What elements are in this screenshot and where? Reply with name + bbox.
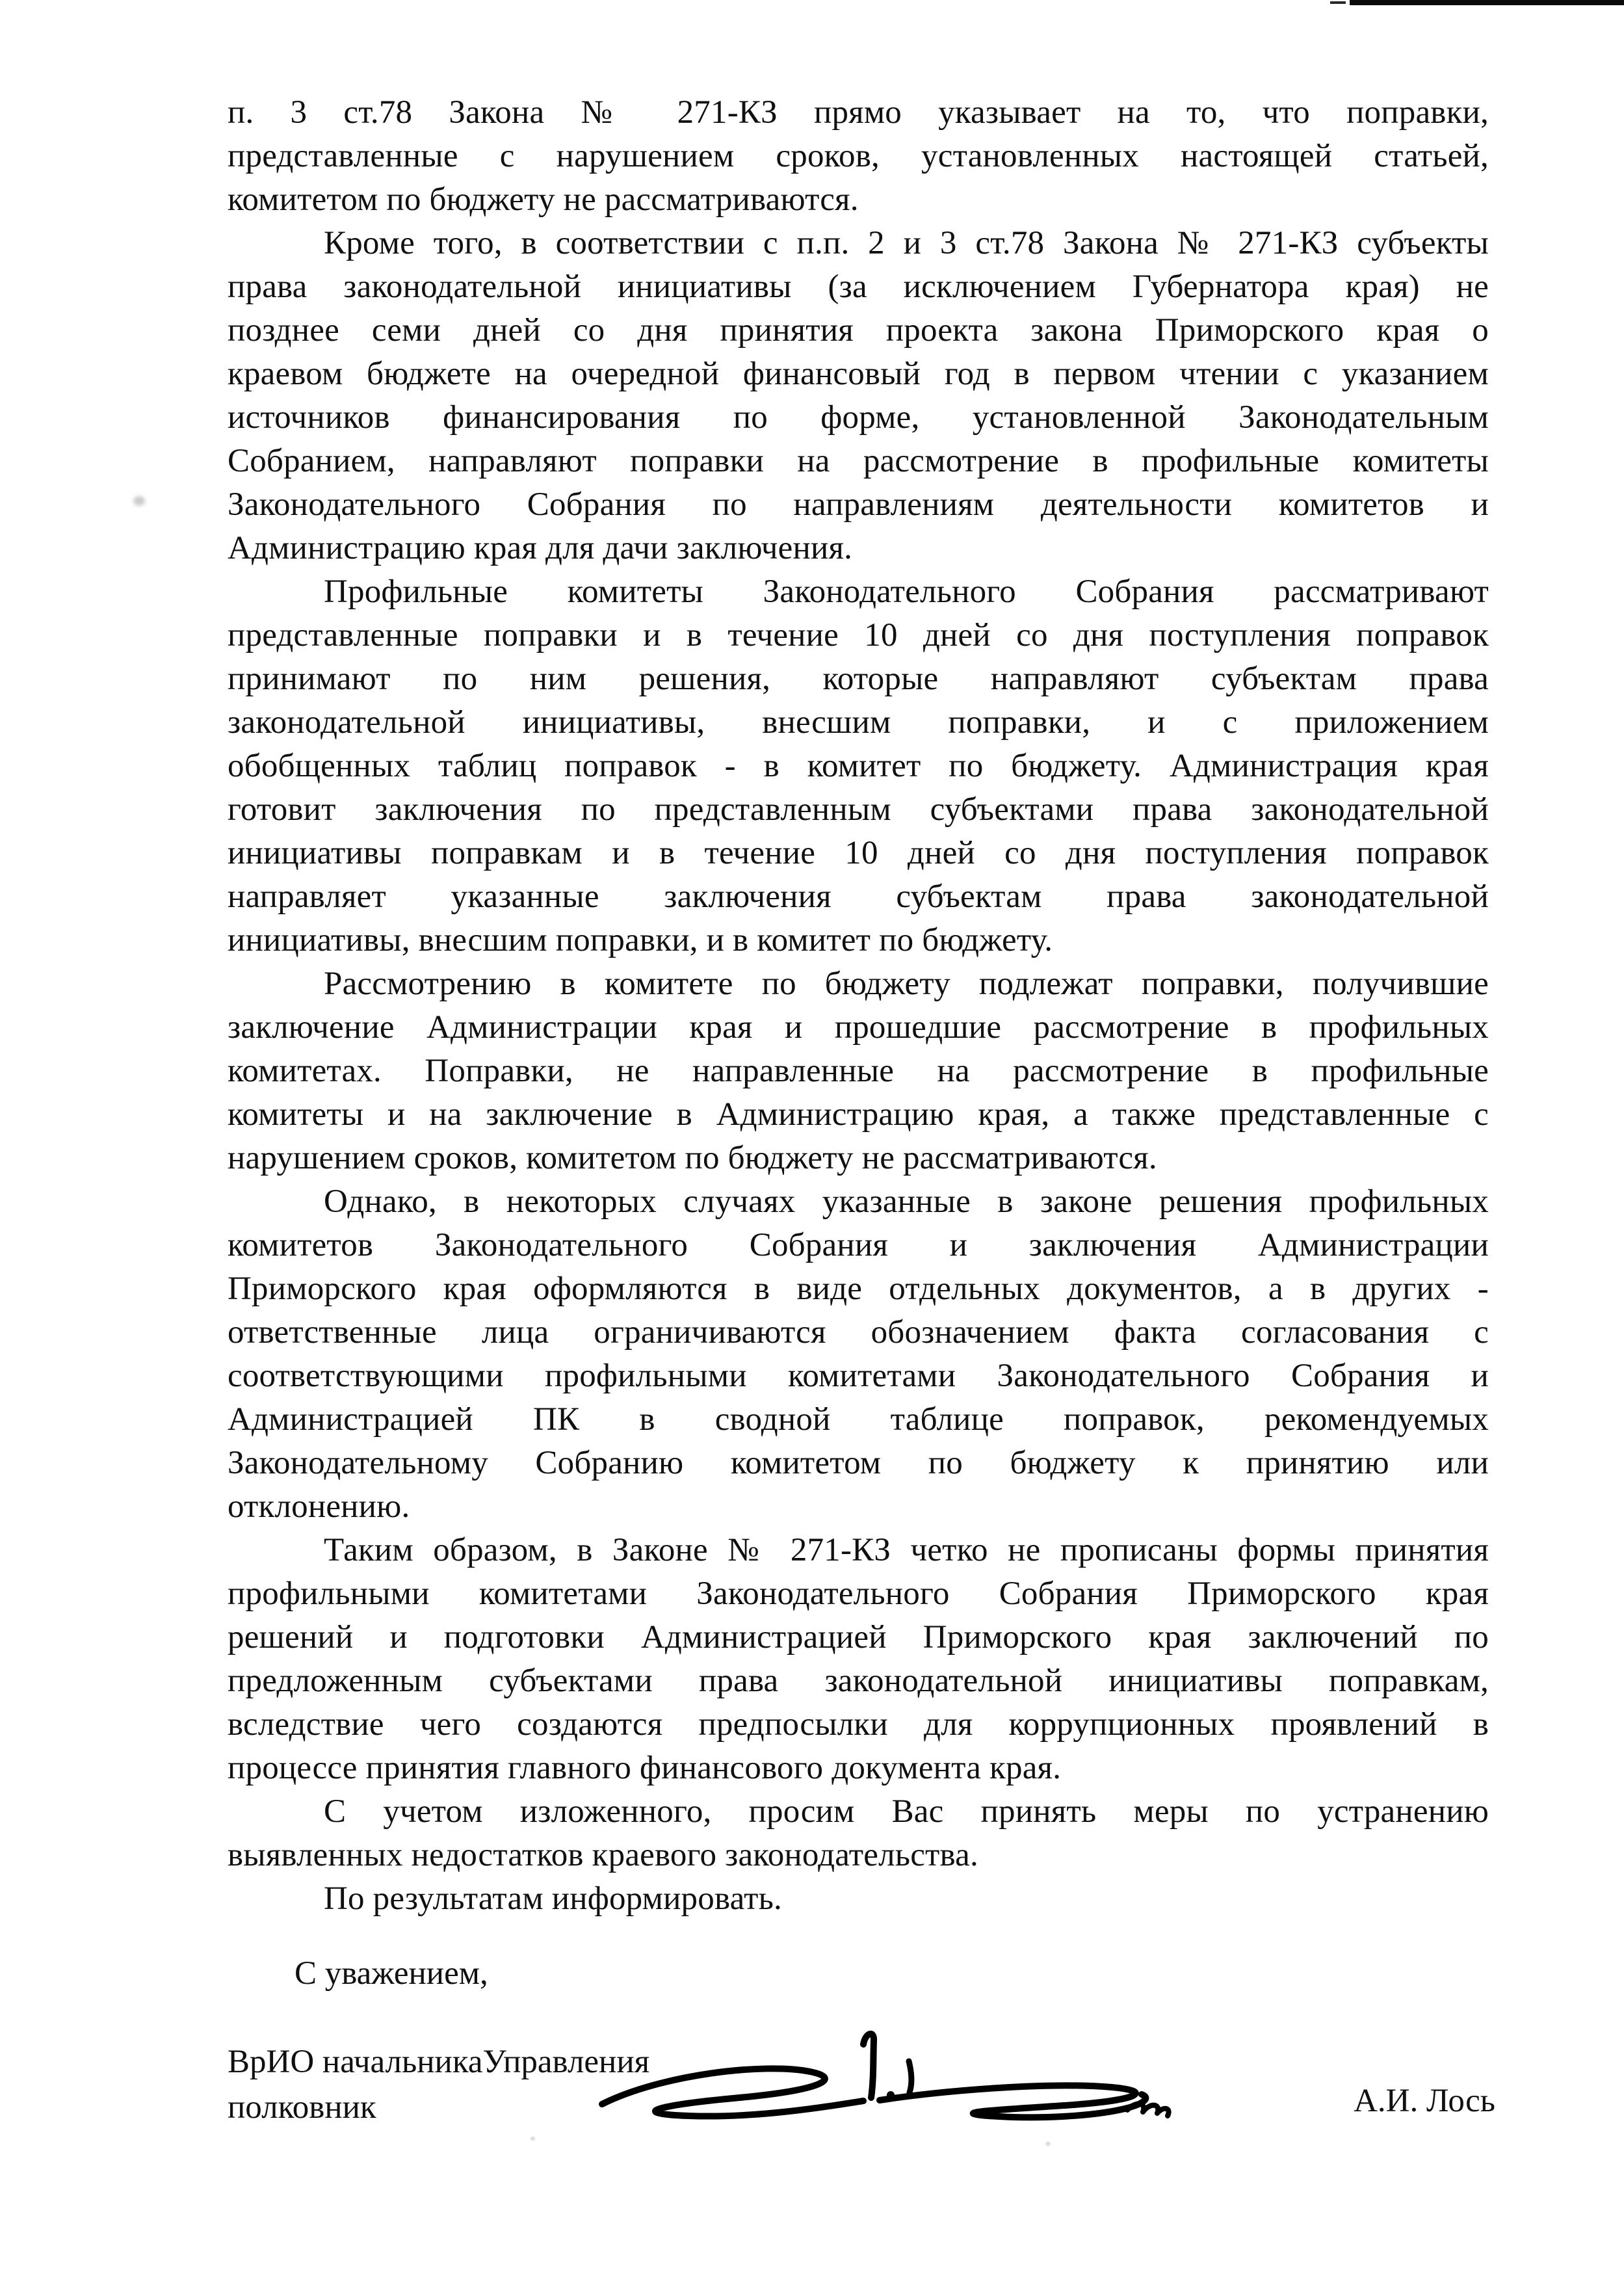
text-line: инициативы поправкам и в течение 10 дней со дня поступления поправок bbox=[228, 835, 1489, 871]
text-line: Профильные комитеты Законодательного Собрания рассматривают bbox=[324, 574, 1489, 610]
text-line: ответственные лица ограничиваются обозначением факта согласования с bbox=[228, 1314, 1489, 1351]
text-line: принимают по ним решения, которые направляют субъектам права bbox=[228, 661, 1489, 697]
text-line: выявленных недостатков краевого законодательства. bbox=[228, 1837, 978, 1873]
text-line: Администрацией ПК в сводной таблице поправок, рекомендуемых bbox=[228, 1401, 1489, 1438]
scan-edge-artifact-fragment bbox=[1330, 1, 1346, 4]
text-line: обобщенных таблиц поправок - в комитет по бюджету. Администрация края bbox=[228, 748, 1489, 784]
text-line: источников финансирования по форме, установленной Законодательным bbox=[228, 399, 1489, 436]
text-line: Законодательного Собрания по направлениям деятельности комитетов и bbox=[228, 486, 1489, 523]
text-line: Рассмотрению в комитете по бюджету подлежат поправки, получившие bbox=[324, 966, 1489, 1002]
text-line: отклонению. bbox=[228, 1488, 410, 1525]
scan-speck bbox=[1045, 2142, 1051, 2146]
text-line: Кроме того, в соответствии с п.п. 2 и 3 ст.78 Закона № 271-КЗ субъекты bbox=[324, 225, 1489, 261]
text-line: краевом бюджете на очередной финансовый год в первом чтении с указанием bbox=[228, 356, 1489, 392]
letter-body bbox=[228, 91, 1489, 1921]
closing-salutation: С уважением, bbox=[295, 1955, 488, 1992]
text-line: профильными комитетами Законодательного Собрания Приморского края bbox=[228, 1576, 1489, 1612]
text-line: Однако, в некоторых случаях указанные в законе решения профильных bbox=[324, 1183, 1489, 1220]
signer-position-line2: полковник bbox=[228, 2089, 376, 2126]
text-line: направляет указанные заключения субъектам права законодательной bbox=[228, 878, 1489, 915]
text-line: Собранием, направляют поправки на рассмотрение в профильные комитеты bbox=[228, 443, 1489, 479]
text-line: комитетах. Поправки, не направленные на рассмотрение в профильные bbox=[228, 1053, 1489, 1089]
text-line: законодательной инициативы, внесшим поправки, и с приложением bbox=[228, 704, 1489, 741]
text-line: соответствующими профильными комитетами Законодательного Собрания и bbox=[228, 1358, 1489, 1394]
text-line: вследствие чего создаются предпосылки для коррупционных проявлений в bbox=[228, 1706, 1489, 1743]
text-line: готовит заключения по представленным субъектами права законодательной bbox=[228, 791, 1489, 828]
text-line: С учетом изложенного, просим Вас принять меры по устранению bbox=[324, 1793, 1489, 1830]
text-line: решений и подготовки Администрацией Приморского края заключений по bbox=[228, 1619, 1489, 1655]
signature-scribble bbox=[584, 2027, 1182, 2125]
text-line: п. 3 ст.78 Закона № 271-КЗ прямо указывает на то, что поправки, bbox=[228, 94, 1489, 131]
text-line: инициативы, внесшим поправки, и в комитет по бюджету. bbox=[228, 922, 1053, 958]
text-line: предложенным субъектами права законодательной инициативы поправкам, bbox=[228, 1663, 1489, 1699]
text-line: Администрацию края для дачи заключения. bbox=[228, 530, 853, 566]
scan-smudge bbox=[133, 496, 145, 506]
text-line: Таким образом, в Законе № 271-КЗ четко не прописаны формы принятия bbox=[324, 1532, 1489, 1568]
text-line: представленные поправки и в течение 10 дней со дня поступления поправок bbox=[228, 617, 1489, 653]
text-line: Законодательному Собранию комитетом по бюджету к принятию или bbox=[228, 1445, 1489, 1481]
scan-edge-artifact bbox=[1350, 0, 1624, 5]
text-line: позднее семи дней со дня принятия проекта закона Приморского края о bbox=[228, 312, 1489, 349]
text-line: комитеты и на заключение в Администрацию края, а также представленные с bbox=[228, 1096, 1489, 1133]
signer-position-line1: ВрИО начальникаУправления bbox=[228, 2044, 650, 2080]
text-line: По результатам информировать. bbox=[324, 1880, 782, 1917]
text-line: представленные с нарушением сроков, установленных настоящей статьей, bbox=[228, 138, 1489, 174]
signer-name: А.И. Лось bbox=[1354, 2083, 1495, 2119]
text-line: комитетом по бюджету не рассматриваются. bbox=[228, 181, 859, 218]
scan-speck bbox=[530, 2137, 535, 2141]
text-line: заключение Администрации края и прошедшие рассмотрение в профильных bbox=[228, 1009, 1489, 1046]
text-line: процессе принятия главного финансового документа края. bbox=[228, 1750, 1062, 1786]
text-line: Приморского края оформляются в виде отдельных документов, а в других - bbox=[228, 1271, 1489, 1307]
text-line: комитетов Законодательного Собрания и заключения Администрации bbox=[228, 1227, 1489, 1263]
text-line: нарушением сроков, комитетом по бюджету не рассматриваются. bbox=[228, 1140, 1157, 1176]
text-line: права законодательной инициативы (за исключением Губернатора края) не bbox=[228, 269, 1489, 305]
